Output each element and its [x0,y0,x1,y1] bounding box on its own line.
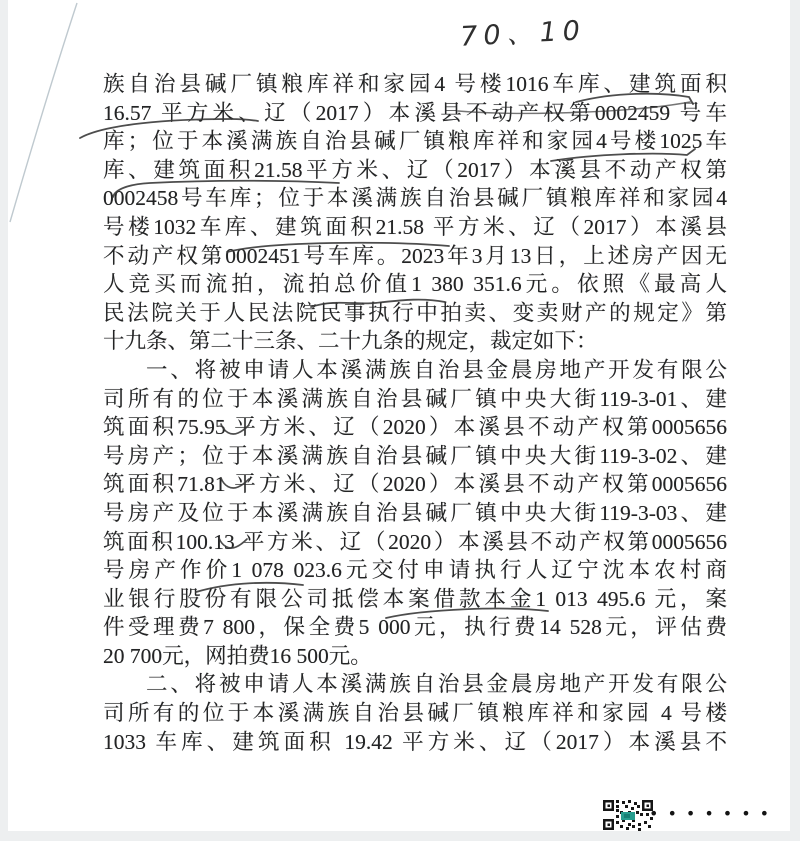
text-line: 业银行股份有限公司抵偿本案借款本金1 013 495.6 元，案 [103,586,727,611]
text-line: 件受理费7 800，保全费5 000元，执行费14 528元，评估费 [103,615,727,640]
text-line: 十九条、第二十三条、二十九条的规定，裁定如下： [103,329,598,354]
text-line: 筑面积100.13 平方米、辽（2020）本溪县不动产权第0005656 [103,529,727,554]
text-line: 人竞买而流拍，流拍总价值1 380 351.6元。依照《最高人 [103,272,727,297]
handwritten-note: 70、10 [459,15,587,53]
text-line: 号房产作价1 078 023.6元交付申请执行人辽宁沈本农村商 [103,558,727,583]
text-line: 16.57 平方米、辽（2017）本溪县不动产权第0002459 号车 [103,100,727,125]
text-line: 号房产及位于本溪满族自治县碱厂镇中央大街119-3-03、建 [103,500,727,525]
document-page [8,0,790,831]
text-line: 0002458号车库；位于本溪满族自治县碱厂镇粮库祥和家园4 [103,186,727,211]
text-line: 1033 车库、建筑面积 19.42 平方米、辽（2017）本溪县不 [103,729,727,754]
text-line: 不动产权第0002451号车库。2023年3月13日，上述房产因无 [103,243,727,268]
text-line: 二、将被申请人本溪满族自治县金晨房地产开发有限公 [146,672,727,697]
text-line: 号楼1032车库、建筑面积21.58 平方米、辽（2017）本溪县 [103,214,727,239]
text-line: 一、将被申请人本溪满族自治县金晨房地产开发有限公 [146,357,727,382]
text-line: 司所有的位于本溪满族自治县碱厂镇粮库祥和家园 4 号楼 [103,701,727,726]
text-line: 司所有的位于本溪满族自治县碱厂镇中央大街119-3-01、建 [103,386,727,411]
text-line: 民法院关于人民法院民事执行中拍卖、变卖财产的规定》第 [103,300,727,325]
text-line: 库、建筑面积21.58平方米、辽（2017）本溪县不动产权第 [103,157,727,182]
text-line: 20 700元，网拍费16 500元。 [103,643,372,668]
text-line: 筑面积75.95 平方米、辽（2020）本溪县不动产权第0005656 [103,415,727,440]
footer-dots: ••••••• [649,804,779,823]
document-body [103,70,727,756]
text-line: 库；位于本溪满族自治县碱厂镇粮库祥和家园4号楼1025车 [103,129,727,154]
qr-code [602,799,654,831]
text-line: 族自治县碱厂镇粮库祥和家园4 号楼1016车库、建筑面积 [103,72,727,96]
text-line: 号房产；位于本溪满族自治县碱厂镇中央大街119-3-02、建 [103,443,727,468]
text-line: 筑面积71.81 平方米、辽（2020）本溪县不动产权第0005656 [103,472,727,497]
